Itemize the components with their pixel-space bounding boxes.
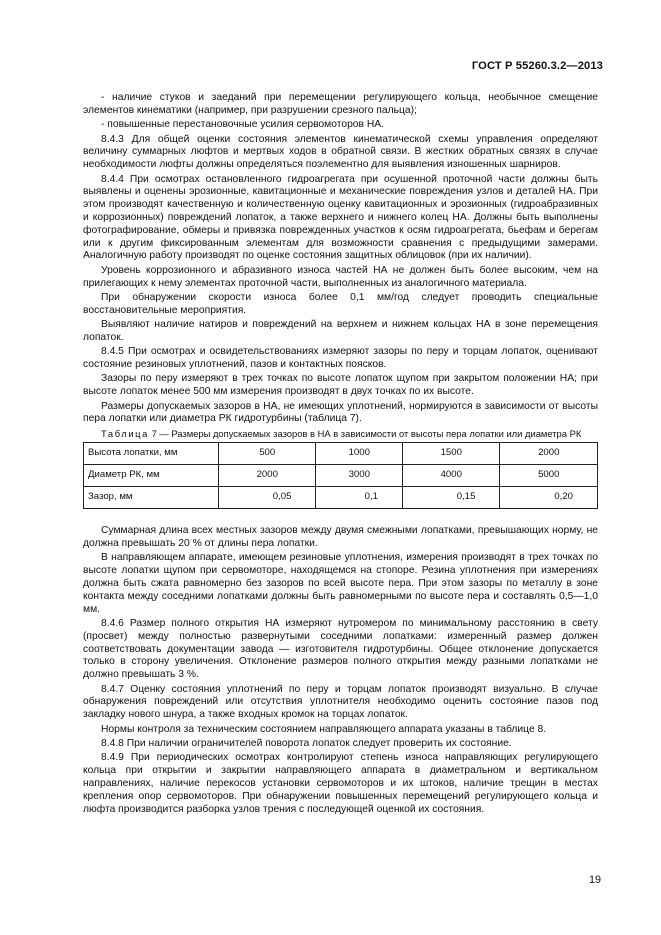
- paragraph: - наличие стуков и заеданий при перемещении регулирующего кольца, необычное смещение элементов кинематики (например, при разрушении срезного пальца);: [83, 92, 598, 116]
- table-row: [84, 443, 598, 465]
- table-cell: 4000: [403, 465, 500, 487]
- table-cell: 0,05: [219, 487, 316, 509]
- row-label: Высота лопатки, мм: [84, 443, 219, 465]
- table-row: [84, 487, 598, 509]
- paragraph: 8.4.3 Для общей оценки состояния элементов кинематической схемы управления определяют величину суммарных люфтов и мертвых ходов в обратной связи. В жестких обратных связях в случае необходимости люфты должны определяться поэлементно для выявления изношенных шарниров.: [83, 133, 598, 171]
- document-body: [83, 92, 598, 818]
- paragraph: В направляющем аппарате, имеющем резиновые уплотнения, измерения производят в трех точках по высоте лопатки щупом при сервомоторе, находящемся на стопоре. Резина уплотнения при измерениях должна быть сжата равномерно без зазоров по всей высоте пера. При этом зазоры по металлу в зоне контакта между соседними лопатками должны быть равномерными по высоте пера и составлять 0,5—1,0 мм.: [83, 552, 598, 615]
- paragraph: Зазоры по перу измеряют в трех точках по высоте лопаток щупом при закрытом положении НА; при высоте лопаток менее 500 мм измерения производят в двух точках по их высоте.: [83, 373, 598, 398]
- page-number: 19: [588, 874, 601, 886]
- paragraph: 8.4.7 Оценку состояния уплотнений по перу и торцам лопаток производят визуально. В случае обнаружения повреждений или отсутствия уплотнителя необходимо оценить состояние пазов под закладку нового шнура, а также входных кромок на торцах лопаток.: [83, 683, 598, 721]
- paragraph: 8.4.8 При наличии ограничителей поворота лопаток следует проверить их состояние.: [101, 737, 512, 749]
- table-cell: 0,15: [403, 487, 500, 509]
- table-cell: 2000: [219, 465, 316, 487]
- paragraph: Уровень коррозионного и абразивного износа частей НА не должен быть более высоким, чем на прилегающих к нему элементах проточной части, выполненных из аналогичного материала.: [83, 264, 598, 289]
- paragraph: - повышенные перестановочные усилия сервомоторов НА.: [101, 119, 385, 131]
- paragraph: Суммарная длина всех местных зазоров между двумя смежными лопатками, превышающих норму, не должна превышать 20 % от длины пера лопатки.: [83, 525, 598, 550]
- gap-table: [83, 442, 598, 509]
- table-cell: 1500: [403, 443, 500, 465]
- paragraph: Выявляют наличие натиров и повреждений на верхнем и нижнем кольцах НА в зоне перемещения лопаток.: [83, 319, 598, 343]
- paragraph: При обнаружении скорости износа более 0,1 мм/год следует проводить специальные восстановительные мероприятия.: [83, 291, 598, 316]
- paragraph: Размеры допускаемых зазоров в НА, не имеющих уплотнений, нормируются в зависимости от высоты пера лопатки или диаметра РК гидротурбины (таблица 7).: [83, 400, 598, 425]
- paragraph: Нормы контроля за техническим состоянием направляющего аппарата указаны в таблице 8.: [101, 723, 547, 735]
- table-cell: 3000: [316, 465, 403, 487]
- paragraph: 8.4.5 При осмотрах и освидетельствованиях измеряют зазоры по перу и торцам лопаток, оценивают состояние резиновых уплотнений, пазов и контактных поясков.: [83, 346, 598, 371]
- table-cell: 0,1: [316, 487, 403, 509]
- document-header: ГОСТ Р 55260.3.2—2013: [471, 60, 603, 72]
- table-caption-prefix: Таблица: [101, 427, 149, 439]
- paragraph: 8.4.4 При осмотрах остановленного гидроагрегата при осушенной проточной части должны быть выявлены и оценены эрозионные, кавитационные и механические повреждения узлов и деталей НА. При этом производят качественную и количественную оценку кавитационных и эрозионных (гидроабразивных и коррозионных) повреждений лопаток, а также верхнего и нижнего колец НА. Должны быть выполнены фотографирование, обмеры и привязка поврежденных участков к осям гидроагрегата, бьефам и берегам или к другим фиксированным элементам для возможности сравнения с предыдущими замерами. Аналогичную работу производят по оценке состояния защитных облицовок (при их наличии).: [83, 173, 598, 262]
- row-label: Зазор, мм: [84, 487, 219, 509]
- row-label: Диаметр РК, мм: [84, 465, 219, 487]
- table-cell: 1000: [316, 443, 403, 465]
- table-caption-text: 7 — Размеры допускаемых зазоров в НА в зависимости от высоты пера лопатки или диаметра РК: [151, 427, 582, 439]
- paragraph: 8.4.6 Размер полного открытия НА измеряют нутромером по минимальному расстоянию в свету (просвет) между полностью развернутыми соседними лопатками: измеренный размер должен соответствовать документации завода — изготовителя гидротурбины. Общее отклонение допускается только в сторону увеличения. Отклонение размеров полного открытия между разными лопатками не должно превышать 3 %.: [83, 618, 598, 681]
- table-cell: 500: [219, 443, 316, 465]
- table-caption: [83, 428, 598, 441]
- paragraph: 8.4.9 При периодических осмотрах контролируют степень износа направляющих регулирующего кольца при открытии и закрытии направляющего аппарата в диаметральном и вертикальном направлениях, наличие перекосов установки сервомоторов и их штоков, наличие трещин в местах крепления опор сервомоторов. При обнаружении повышенных перемещений регулирующего кольца и люфта производится разборка узлов трения с последующей оценкой их состояния.: [83, 752, 598, 815]
- table-row: [84, 465, 598, 487]
- table-cell: 5000: [500, 465, 598, 487]
- table-cell: 2000: [500, 443, 598, 465]
- table-cell: 0,20: [500, 487, 598, 509]
